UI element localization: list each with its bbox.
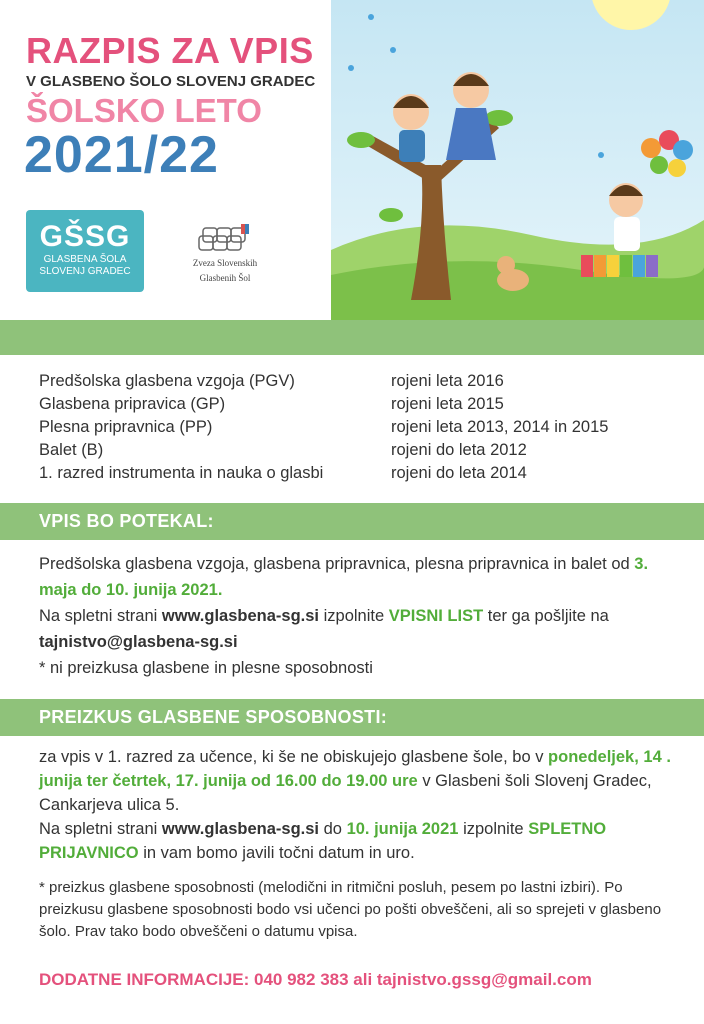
email-link[interactable]: tajnistvo@glasbena-sg.si: [39, 633, 238, 651]
aptitude-text-a: za vpis v 1. razred za učence, ki še ne obiskujejo glasbene šole, bo v: [39, 748, 544, 766]
header-area: [0, 0, 704, 320]
enrollment-dates: 3. maja do 10. junija 2021.: [39, 555, 649, 599]
children-music-illustration: [331, 0, 704, 320]
program-name: Predšolska glasbena vzgoja (PGV): [39, 372, 295, 390]
page-title: RAZPIS ZA VPIS: [26, 30, 314, 71]
aptitude-heading: PREIZKUS GLASBENE SPOSOBNOSTI:: [39, 707, 388, 727]
program-years: rojeni leta 2016: [391, 372, 504, 390]
program-name: Glasbena pripravica (GP): [39, 395, 226, 413]
contact-info: DODATNE INFORMACIJE: 040 982 383 ali tajnistvo.gssg@gmail.com: [39, 970, 592, 989]
program-row: [39, 416, 679, 439]
enrollment-instructions: [39, 603, 679, 655]
website-link[interactable]: www.glasbena-sg.si: [161, 820, 320, 838]
program-years: rojeni do leta 2014: [391, 464, 527, 482]
aptitude-text-b: v Glasbeni šoli Slovenj Gradec, Cankarjeva ulica 5.: [39, 772, 652, 814]
enrollment-text: Predšolska glasbena vzgoja, glasbena pripravnica, plesna pripravnica in balet od: [39, 555, 630, 573]
program-name: Balet (B): [39, 441, 104, 459]
instructions-text-c: ter ga pošljite na: [487, 607, 609, 625]
aptitude-dates: ponedeljek, 14 . junija ter četrtek, 17. junija od 16.00 do 19.00 ure: [39, 748, 671, 790]
school-logo-mark: GŠSG: [39, 220, 131, 253]
website-link[interactable]: www.glasbena-sg.si: [161, 607, 320, 625]
online-application-link[interactable]: SPLETNO PRIJAVNICO: [39, 820, 607, 862]
school-year-label: ŠOLSKO LETO: [26, 92, 262, 129]
aptitude-instr-b: do: [323, 820, 342, 838]
aptitude-paragraph: [39, 745, 679, 817]
program-row: [39, 462, 679, 485]
aptitude-instr-c: izpolnite: [463, 820, 524, 838]
program-list: [39, 370, 679, 485]
program-row: [39, 370, 679, 393]
section-heading-bar: [0, 503, 704, 540]
program-years: rojeni leta 2013, 2014 in 2015: [391, 418, 609, 436]
instructions-text-a: Na spletni strani: [39, 607, 158, 625]
decorative-band: [0, 320, 704, 355]
aptitude-section: [39, 745, 679, 865]
enrollment-heading: VPIS BO POTEKAL:: [39, 511, 214, 531]
aptitude-instr-a: Na spletni strani: [39, 820, 158, 838]
aptitude-note: * preizkus glasbene sposobnosti (melodični in ritmični posluh, pesem po lastni izbiri). Po preizkusu glasbene sposobnosti bodo vsi učenci po pošti obveščeni, ali so sprejeti v glasbeno šolo. Prav tako bodo obveščeni o datumu vpisa.: [39, 879, 662, 940]
association-logo: [180, 222, 270, 292]
aptitude-instructions: [39, 817, 679, 865]
instructions-text-b: izpolnite: [323, 607, 385, 625]
program-row: [39, 439, 679, 462]
program-years: rojeni do leta 2012: [391, 441, 527, 459]
enrollment-section: [39, 551, 679, 681]
association-emblem-icon: [195, 222, 255, 254]
enrollment-paragraph: [39, 551, 679, 603]
page-subtitle: V GLASBENO ŠOLO SLOVENJ GRADEC: [26, 73, 316, 90]
school-logo-line2: SLOVENJ GRADEC: [39, 266, 131, 277]
association-line2: Glasbenih Šol: [199, 273, 251, 283]
school-logo: [26, 210, 144, 292]
aptitude-instr-d: in vam bomo javili točni datum in uro.: [143, 844, 415, 862]
section-heading-bar: [0, 699, 704, 736]
deadline-date: 10. junija 2021: [346, 820, 459, 838]
school-year: 2021/22: [24, 126, 219, 184]
program-name: 1. razred instrumenta in nauka o glasbi: [39, 464, 324, 482]
school-logo-line1: GLASBENA ŠOLA: [43, 254, 127, 265]
program-name: Plesna pripravnica (PP): [39, 418, 213, 436]
program-row: [39, 393, 679, 416]
enrollment-note: * ni preizkusa glasbene in plesne sposobnosti: [39, 659, 373, 677]
association-line1: Zveza Slovenskih: [192, 258, 258, 268]
enrollment-form-link[interactable]: VPISNI LIST: [388, 607, 484, 625]
program-years: rojeni leta 2015: [391, 395, 504, 413]
